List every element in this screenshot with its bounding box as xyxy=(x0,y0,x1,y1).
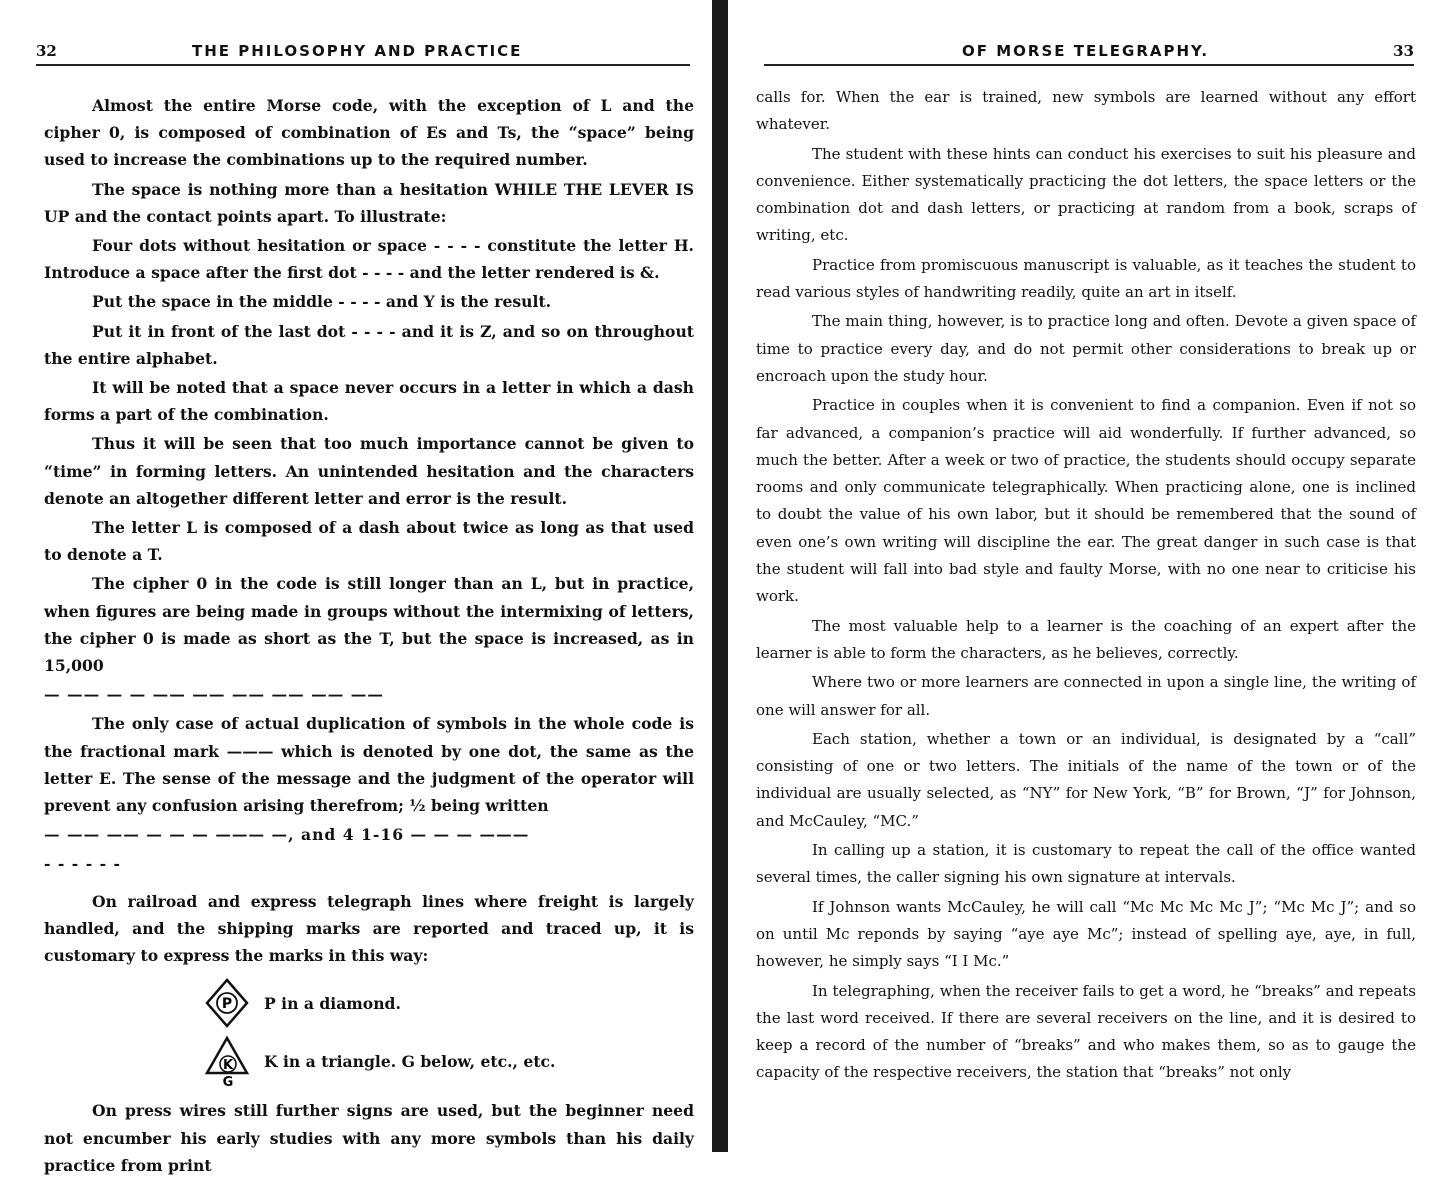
triangle-subscript: G xyxy=(222,1075,234,1091)
code-sequence-15000: — —— — — —— —— —— —— —— —— xyxy=(44,685,384,705)
paragraph: The space is nothing more than a hesitation WHILE THE LEVER IS UP and the contact points apart. To illustrate: xyxy=(44,179,694,226)
paragraph: Thus it will be seen that too much importance cannot be given to “time” in forming letters. An unintended hesitation and the characters denote an altogether different letter and error is the result. xyxy=(44,434,694,508)
left-page-body xyxy=(44,92,694,1181)
paragraph: On railroad and express telegraph lines where freight is largely handled, and the shipping marks are reported and traced up, it is customary to express the marks in this way: xyxy=(44,891,694,966)
left-page xyxy=(0,0,712,1175)
left-running-head-title: THE PHILOSOPHY AND PRACTICE xyxy=(192,42,523,60)
paragraph: The letter L is composed of a dash about twice as long as that used to denote a T. xyxy=(44,518,694,565)
shipping-mark-diamond xyxy=(204,975,694,1031)
paragraph: In calling up a station, it is customary to repeat the call of the office wanted several times, the caller signing his own signature at intervals. xyxy=(756,841,1416,887)
paragraph: Four dots without hesitation or space - - - - constitute the letter H. Introduce a space after the first dot - - - - and the letter rendered is &. xyxy=(44,236,694,283)
code-sequence-fraction-tail: - - - - - - xyxy=(44,854,121,874)
paragraph: In telegraphing, when the receiver fails to get a word, he “breaks” and repeats the last word received. If there are several receivers on the line, and it is desired to keep a record of the number of “breaks” and who makes them, so as to gauge the capacity of the respective receivers, the station that “breaks” not only xyxy=(756,981,1416,1082)
left-page-number: 32 xyxy=(36,42,57,60)
shipping-mark-triangle xyxy=(204,1033,694,1089)
paragraph: The student with these hints can conduct his exercises to suit his pleasure and convenience. Either systematically practicing the dot letters, the space letters or the combination dot and dash letters, or practicing at random from a book, scraps of writing, etc. xyxy=(756,144,1416,245)
diamond-label: P in a diamond. xyxy=(264,993,401,1013)
paragraph: The only case of actual duplication of symbols in the whole code is the fractional mark ——— which is denoted by one dot, the same as the letter E. The sense of the message and the judgment of the operator will prevent any confusion arising therefrom; ½ being written xyxy=(44,714,694,816)
paragraph: Almost the entire Morse code, with the exception of L and the cipher 0, is composed of combination of Es and Ts, the “space” being used to increase the combinations up to the required number. xyxy=(44,96,694,170)
paragraph: Practice from promiscuous manuscript is valuable, as it teaches the student to read various styles of handwriting readily, quite an art in itself. xyxy=(756,255,1416,302)
diamond-icon xyxy=(204,978,250,1028)
triangle-symbol: K xyxy=(222,1058,234,1074)
book-gutter xyxy=(712,0,728,1152)
right-page xyxy=(728,0,1443,1152)
right-running-header xyxy=(764,38,1414,66)
paragraph: The main thing, however, is to practice long and often. Devote a given space of time to practice every day, and do not permit other considerations to break up or encroach upon the study hour. xyxy=(756,312,1416,385)
diamond-symbol: P xyxy=(221,996,233,1013)
closing-paragraph: On press wires still further signs are used, but the beginner need not encumber his early studies with any more symbols than his daily practice from print xyxy=(44,1101,694,1175)
paragraph: Practice in couples when it is convenient to find a companion. Even if not so far advanced, a companion’s practice will aid wonderfully. If further advanced, so much the better. After a week or two of practice, the students should occupy separate rooms and only communicate telegraphically. When practicing alone, one is inclined to doubt the value of his own labor, but it should be remembered that the sound of even one’s own writing will discipline the ear. The great danger in such case is that the student will fall into bad style and faulty Morse, with no one near to criticise his work. xyxy=(756,396,1416,606)
paragraph: It will be noted that a space never occurs in a letter in which a dash forms a part of the combination. xyxy=(44,378,694,425)
triangle-label: K in a triangle. G below, etc., etc. xyxy=(264,1051,556,1071)
triangle-icon xyxy=(204,1035,250,1091)
paragraph: The most valuable help to a learner is the coaching of an expert after the learner is able to form the characters, as he believes, correctly. xyxy=(756,616,1416,662)
paragraph: Put the space in the middle - - - - and Y is the result. xyxy=(92,292,552,312)
paragraph: Put it in front of the last dot - - - - and it is Z, and so on throughout the entire alphabet. xyxy=(44,321,694,368)
paragraph: The cipher 0 in the code is still longer than an L, but in practice, when figures are being made in groups without the intermixing of letters, the cipher 0 is made as short as the T, but the space is increased, as in 15,000 xyxy=(44,574,694,676)
right-running-head-title: OF MORSE TELEGRAPHY. xyxy=(962,42,1210,60)
paragraph: If Johnson wants McCauley, he will call “Mc Mc Mc Mc J”; “Mc Mc J”; and so on until Mc reponds by saying “aye aye Mc”; instead of spelling aye, aye, in full, however, he simply says “I I Mc.” xyxy=(756,897,1416,971)
right-page-number: 33 xyxy=(1393,42,1414,60)
code-sequence-fraction: — —— —— — — — ——— —, and 4 1-16 — — — ——— xyxy=(44,825,530,845)
paragraph: Each station, whether a town or an individual, is designated by a “call” consisting of one or two letters. The initials of the name of the town or of the individual are usually selected, as “NY” for New York, “B” for Brown, “J” for Johnson, and McCauley, “MC.” xyxy=(756,729,1416,830)
paragraph: calls for. When the ear is trained, new symbols are learned without any effort whatever. xyxy=(756,88,1416,134)
left-running-header xyxy=(36,38,690,66)
paragraph: Where two or more learners are connected in upon a single line, the writing of one will answer for all. xyxy=(756,673,1416,719)
right-page-body xyxy=(756,84,1416,1089)
